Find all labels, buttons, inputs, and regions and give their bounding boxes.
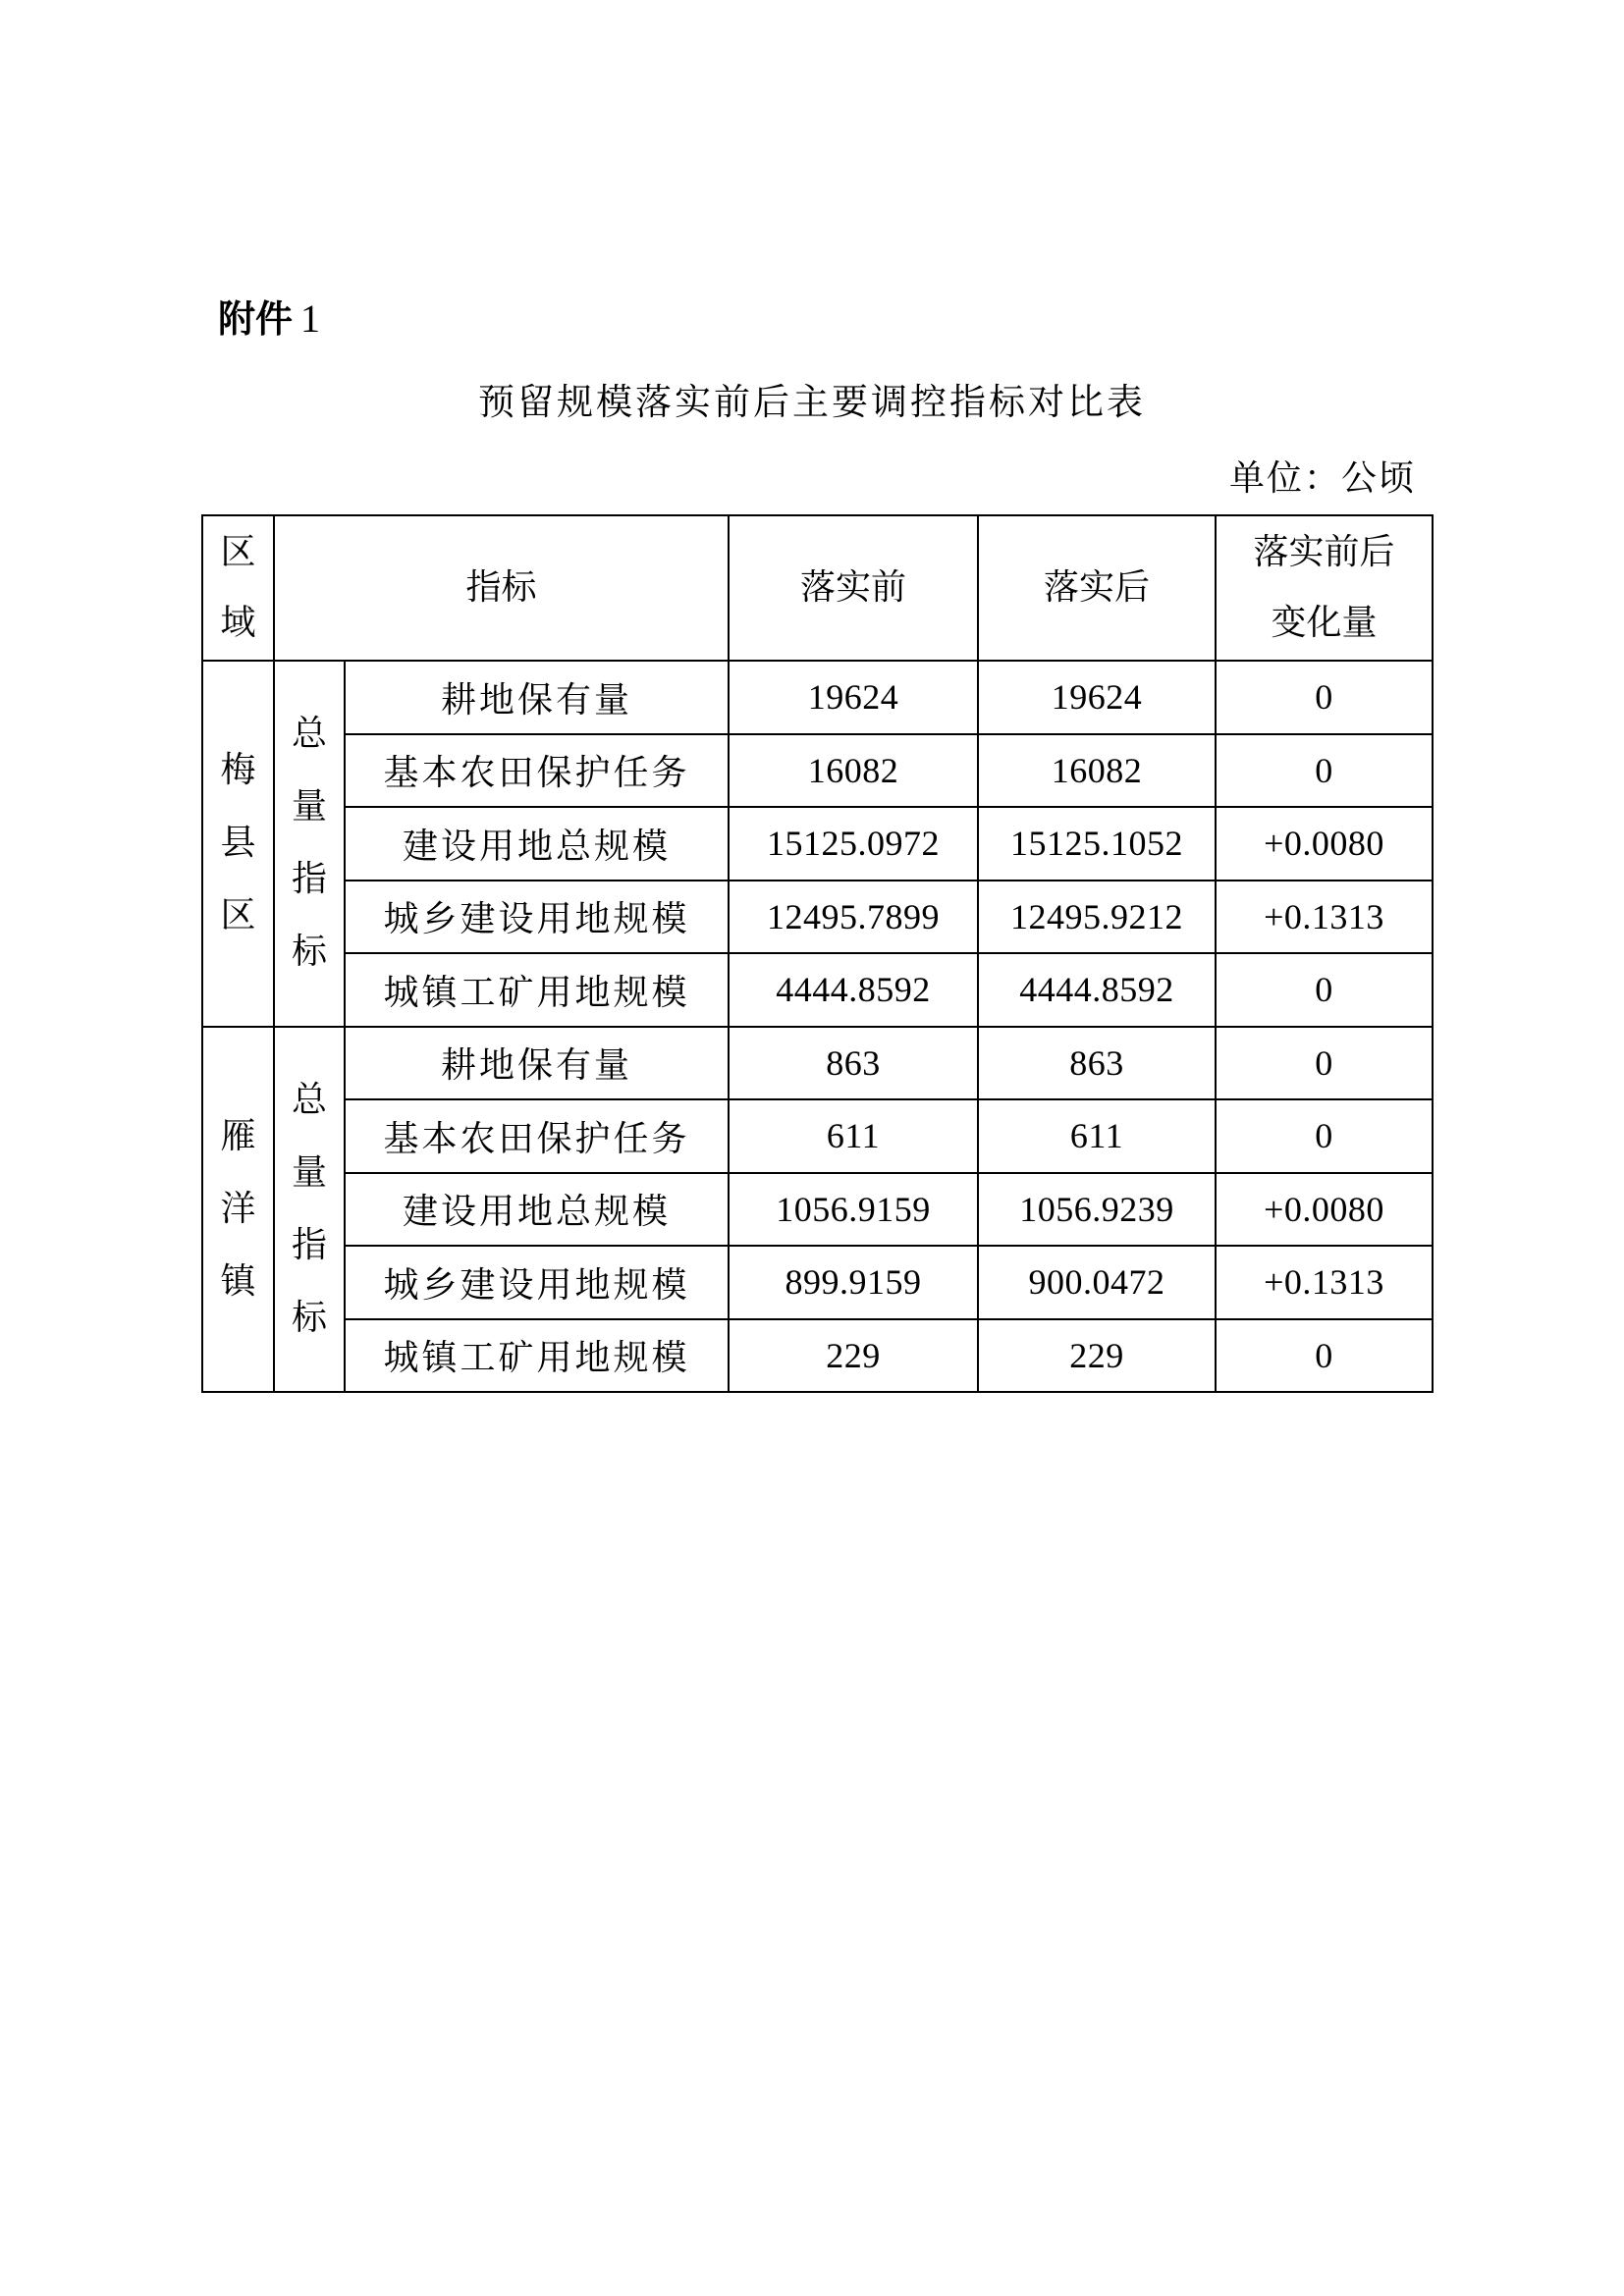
table-row [202, 1027, 1433, 1100]
indicator-name: 城乡建设用地规模 [345, 881, 729, 954]
header-change [1216, 515, 1433, 661]
region-char: 梅 [220, 750, 256, 791]
table-row [202, 1246, 1433, 1319]
header-region-line-1: 区 [220, 532, 256, 572]
region-char: 县 [220, 823, 256, 864]
attachment-number: 1 [300, 296, 321, 341]
before-value: 229 [729, 1319, 978, 1393]
indicator-name: 建设用地总规模 [345, 1173, 729, 1247]
attachment-label-text: 附件 [218, 297, 294, 341]
indicator-comparison-table [201, 514, 1434, 1393]
change-value: +0.0080 [1216, 1173, 1433, 1247]
region-cell [202, 661, 274, 1027]
change-value: 0 [1216, 1099, 1433, 1173]
category-cell [274, 1027, 345, 1393]
change-value: +0.0080 [1216, 807, 1433, 881]
category-char: 指 [291, 1224, 327, 1265]
before-value: 15125.0972 [729, 807, 978, 881]
before-value: 19624 [729, 661, 978, 734]
change-value: 0 [1216, 953, 1433, 1027]
before-value: 863 [729, 1027, 978, 1100]
change-value: 0 [1216, 1319, 1433, 1393]
before-value: 12495.7899 [729, 881, 978, 954]
after-value: 863 [978, 1027, 1216, 1100]
before-value: 1056.9159 [729, 1173, 978, 1247]
header-indicator: 指标 [274, 515, 729, 661]
region-char: 洋 [220, 1188, 256, 1229]
indicator-name: 城镇工矿用地规模 [345, 953, 729, 1027]
header-change-line-1: 落实前后 [1253, 532, 1395, 572]
change-value: +0.1313 [1216, 1246, 1433, 1319]
region-cell [202, 1027, 274, 1393]
change-value: 0 [1216, 734, 1433, 808]
after-value: 611 [978, 1099, 1216, 1173]
header-region-line-2: 域 [220, 603, 256, 643]
indicator-name: 基本农田保护任务 [345, 734, 729, 808]
category-char: 量 [291, 1151, 327, 1193]
table-header-row [202, 515, 1433, 661]
before-value: 16082 [729, 734, 978, 808]
document-title: 预留规模落实前后主要调控指标对比表 [478, 381, 1146, 423]
after-value: 12495.9212 [978, 881, 1216, 954]
after-value: 4444.8592 [978, 953, 1216, 1027]
category-char: 总 [291, 1079, 327, 1120]
header-after: 落实后 [978, 515, 1216, 661]
attachment-label [218, 294, 320, 344]
region-char: 镇 [220, 1260, 256, 1302]
table-row [202, 1173, 1433, 1247]
after-value: 900.0472 [978, 1246, 1216, 1319]
change-value: +0.1313 [1216, 881, 1433, 954]
indicator-name: 耕地保有量 [345, 661, 729, 734]
indicator-name: 建设用地总规模 [345, 807, 729, 881]
category-char: 标 [291, 932, 327, 973]
table-row [202, 881, 1433, 954]
category-char: 总 [291, 714, 327, 755]
after-value: 15125.1052 [978, 807, 1216, 881]
after-value: 1056.9239 [978, 1173, 1216, 1247]
indicator-name: 耕地保有量 [345, 1027, 729, 1100]
before-value: 899.9159 [729, 1246, 978, 1319]
category-cell [274, 661, 345, 1027]
table-row [202, 661, 1433, 734]
after-value: 16082 [978, 734, 1216, 808]
after-value: 229 [978, 1319, 1216, 1393]
header-change-line-2: 变化量 [1271, 603, 1378, 643]
after-value: 19624 [978, 661, 1216, 734]
indicator-name: 城乡建设用地规模 [345, 1246, 729, 1319]
table-row [202, 953, 1433, 1027]
indicator-name: 城镇工矿用地规模 [345, 1319, 729, 1393]
region-char: 区 [220, 895, 256, 936]
table-row [202, 1319, 1433, 1393]
header-before: 落实前 [729, 515, 978, 661]
indicator-name: 基本农田保护任务 [345, 1099, 729, 1173]
before-value: 611 [729, 1099, 978, 1173]
category-char: 指 [291, 859, 327, 900]
change-value: 0 [1216, 661, 1433, 734]
before-value: 4444.8592 [729, 953, 978, 1027]
table-row [202, 734, 1433, 808]
header-region [202, 515, 274, 661]
change-value: 0 [1216, 1027, 1433, 1100]
table-row [202, 807, 1433, 881]
table-row [202, 1099, 1433, 1173]
unit-label: 单位：公顷 [1228, 458, 1416, 499]
category-char: 量 [291, 786, 327, 828]
region-char: 雁 [220, 1115, 256, 1156]
category-char: 标 [291, 1297, 327, 1338]
